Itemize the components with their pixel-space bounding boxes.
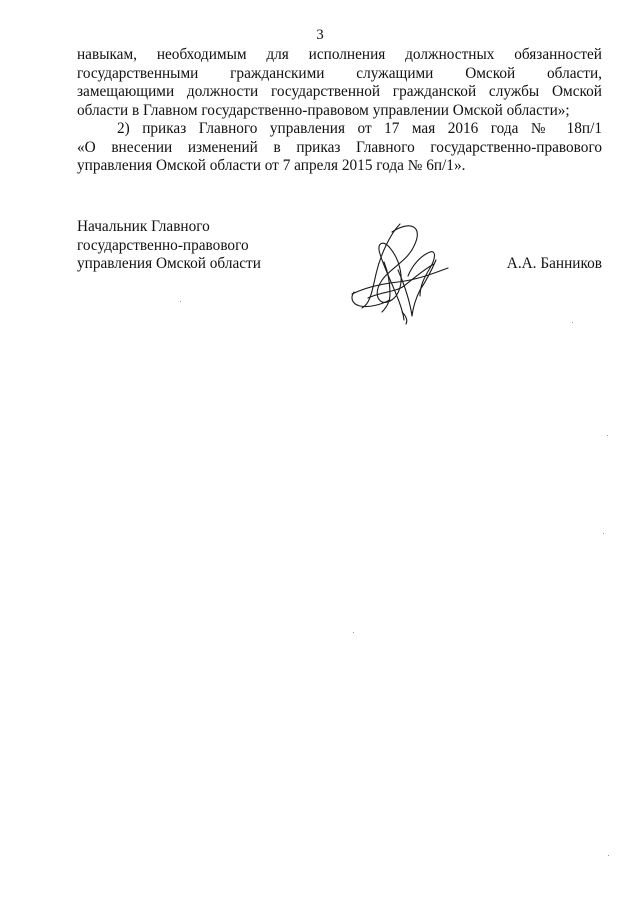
scan-speck <box>607 435 608 436</box>
scan-speck <box>572 322 573 323</box>
paragraph-1-line-1: навыкам, необходимым для исполнения должностных обязанностей <box>77 46 602 63</box>
scan-speck <box>180 301 181 302</box>
handwritten-signature <box>340 212 460 330</box>
signatory-position <box>77 218 261 274</box>
paragraph-2-line-3: управления Омской области от 7 апреля 2015 года № 6п/1». <box>77 157 466 174</box>
document-body <box>77 46 602 176</box>
signatory-position-line-3: управления Омской области <box>77 255 261 272</box>
paragraph-2-line-1: 2) приказ Главного управления от 17 мая 2016 года № 18п/1 <box>117 120 602 137</box>
signatory-position-line-1: Начальник Главного <box>77 218 210 235</box>
paragraph-1-line-4: области в Главном государственно-правовом управлении Омской области»; <box>77 101 570 119</box>
signatory-position-line-2: государственно-правового <box>77 236 249 254</box>
paragraph-1-line-3: замещающими должности государственной гражданской службы Омской <box>77 83 602 100</box>
scan-speck <box>603 533 604 534</box>
paragraph-1-line-2: государственными гражданскими служащими Омской области, <box>77 64 602 82</box>
scan-speck <box>353 632 354 633</box>
scan-speck <box>608 855 609 856</box>
page-number: 3 <box>316 27 324 43</box>
paragraph-2-line-2: «О внесении изменений в приказ Главного государственно-правового <box>77 138 602 156</box>
signatory-name: А.А. Банников <box>506 255 602 272</box>
